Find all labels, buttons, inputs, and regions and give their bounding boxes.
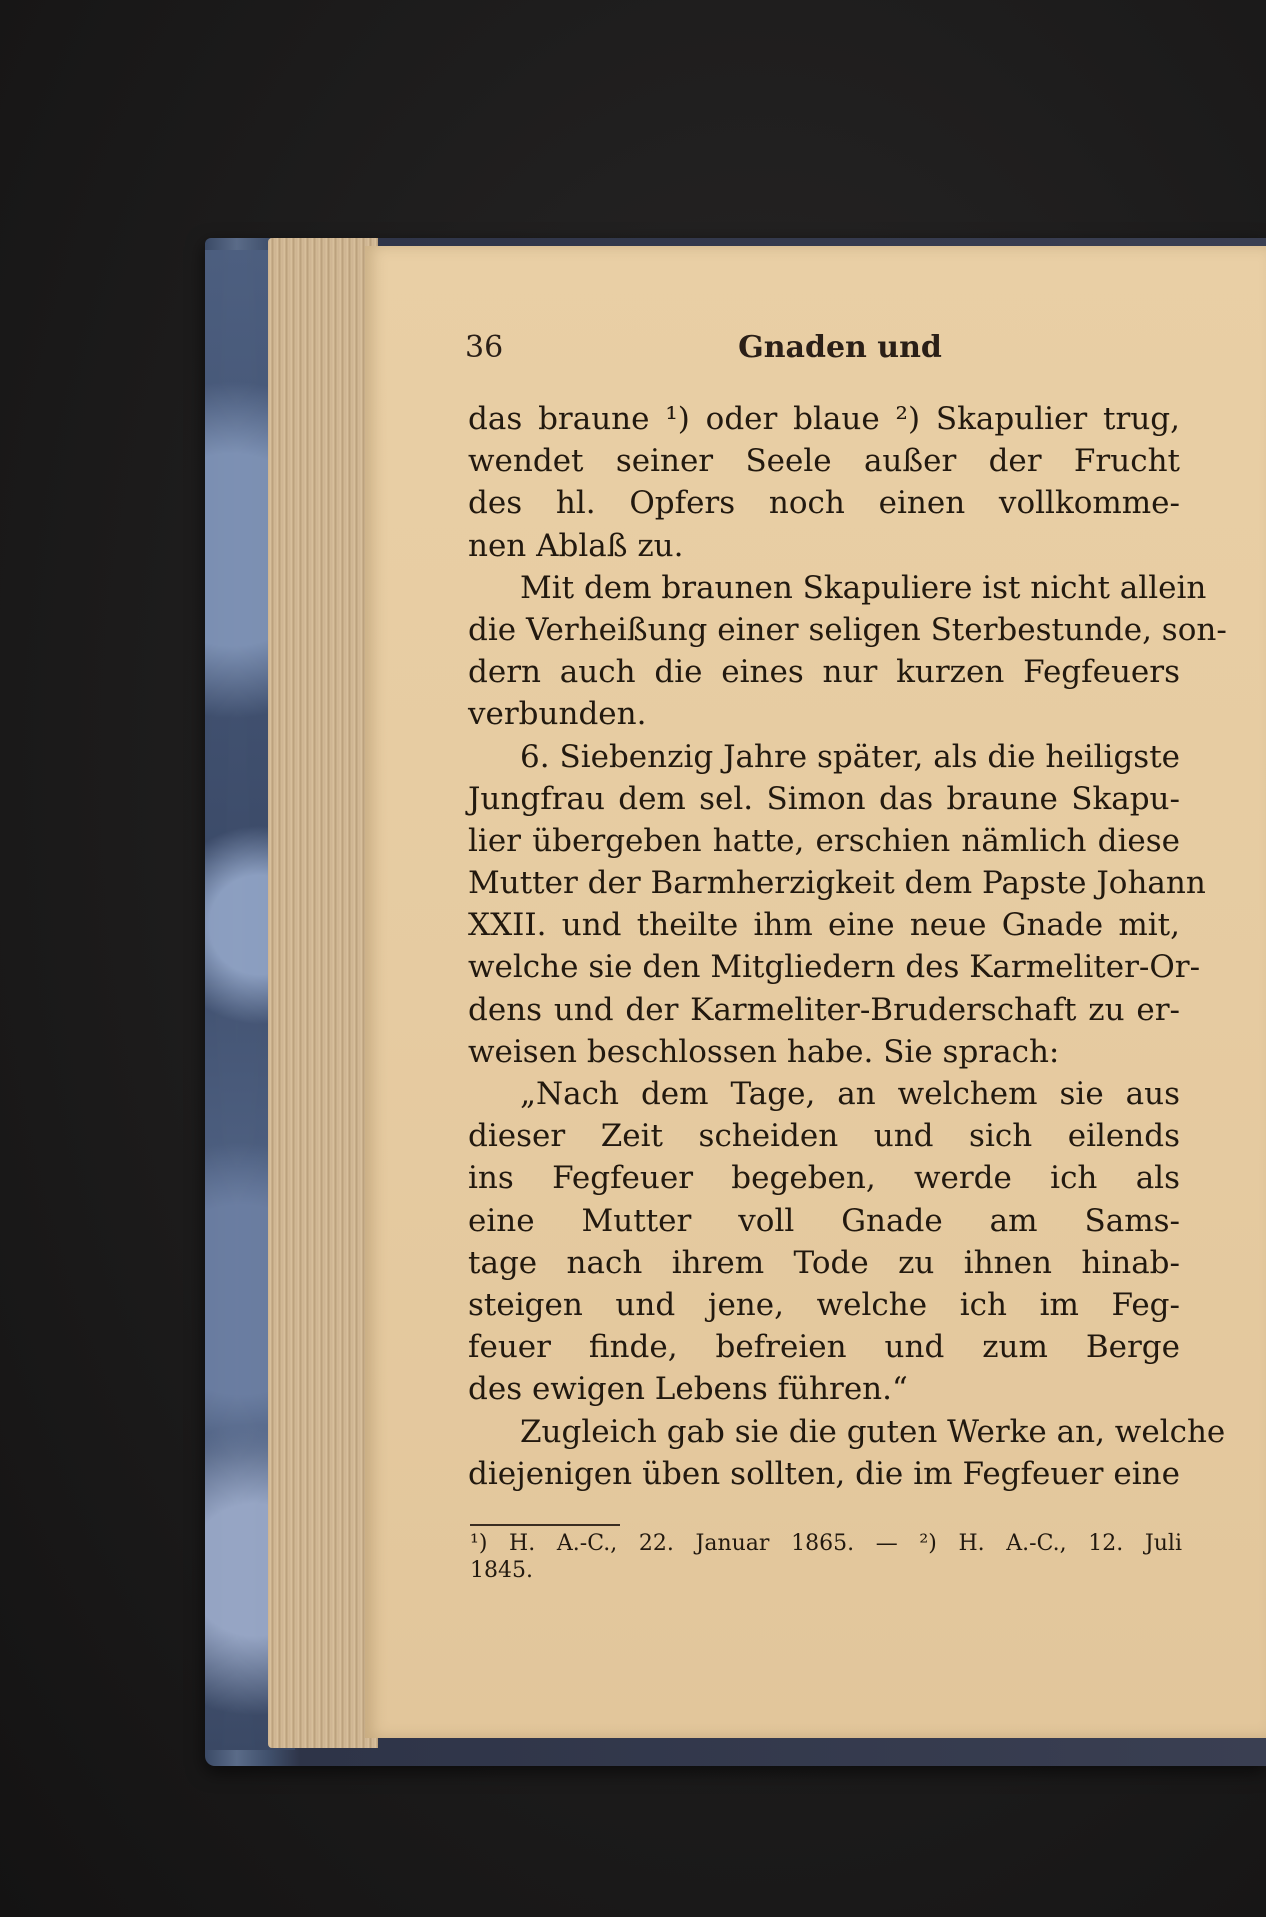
text-line: XXII. und theilte ihm eine neue Gnade mit,	[468, 907, 1180, 944]
text-line: weisen beschlossen habe. Sie sprach:	[468, 1033, 1060, 1070]
text-line: tage nach ihrem Tode zu ihnen hinab-	[468, 1244, 1180, 1281]
text-line: Mit dem braunen Skapuliere ist nicht allein	[520, 569, 1207, 606]
text-line: nen Ablaß zu.	[468, 527, 684, 564]
text-line: welche sie den Mitgliedern des Karmeliter-Or-	[468, 949, 1201, 986]
text-line: wendet seiner Seele außer der Frucht	[468, 443, 1180, 480]
footnote-divider	[470, 1524, 620, 1526]
text-line: 6. Siebenzig Jahre später, als die heiligste	[520, 738, 1180, 775]
text-line: lier übergeben hatte, erschien nämlich diese	[468, 822, 1180, 859]
text-line: dern auch die eines nur kurzen Fegfeuers	[468, 654, 1180, 691]
text-line: das braune ¹) oder blaue ²) Skapulier trug,	[468, 401, 1180, 437]
body-text	[468, 398, 1227, 1495]
page-number: 36	[465, 330, 504, 365]
text-line: die Verheißung einer seligen Sterbestunde, son-	[468, 611, 1227, 648]
running-title: Gnaden und	[738, 330, 942, 365]
footnote-line: ¹) H. A.-C., 22. Januar 1865. — ²) H. A.-C., 12. Juli	[470, 1531, 1182, 1556]
text-line: ins Fegfeuer begeben, werde ich als	[468, 1160, 1180, 1197]
text-line: Zugleich gab sie die guten Werke an, welche	[520, 1413, 1226, 1450]
text-line: steigen und jene, welche ich im Feg-	[468, 1286, 1180, 1323]
text-line: des ewigen Lebens führen.“	[468, 1371, 908, 1408]
footnote-line: 1845.	[470, 1558, 533, 1583]
text-line: dieser Zeit scheiden und sich eilends	[468, 1118, 1180, 1155]
text-line: Mutter der Barmherzigkeit dem Papste Johann	[468, 865, 1206, 902]
text-line: dens und der Karmeliter-Bruderschaft zu er-	[468, 991, 1180, 1028]
text-line: des hl. Opfers noch einen vollkomme-	[468, 485, 1180, 522]
text-line: eine Mutter voll Gnade am Sams-	[468, 1202, 1180, 1239]
page-header	[465, 330, 1175, 374]
text-line: diejenigen üben sollten, die im Fegfeuer eine	[468, 1455, 1180, 1492]
text-line: Jungfrau dem sel. Simon das braune Skapu-	[468, 780, 1180, 817]
text-line: „Nach dem Tage, an welchem sie aus	[520, 1076, 1180, 1112]
text-line: feuer finde, befreien und zum Berge	[468, 1329, 1180, 1366]
footnotes	[470, 1530, 1182, 1584]
page-edges	[268, 238, 378, 1748]
text-line: verbunden.	[468, 696, 647, 733]
